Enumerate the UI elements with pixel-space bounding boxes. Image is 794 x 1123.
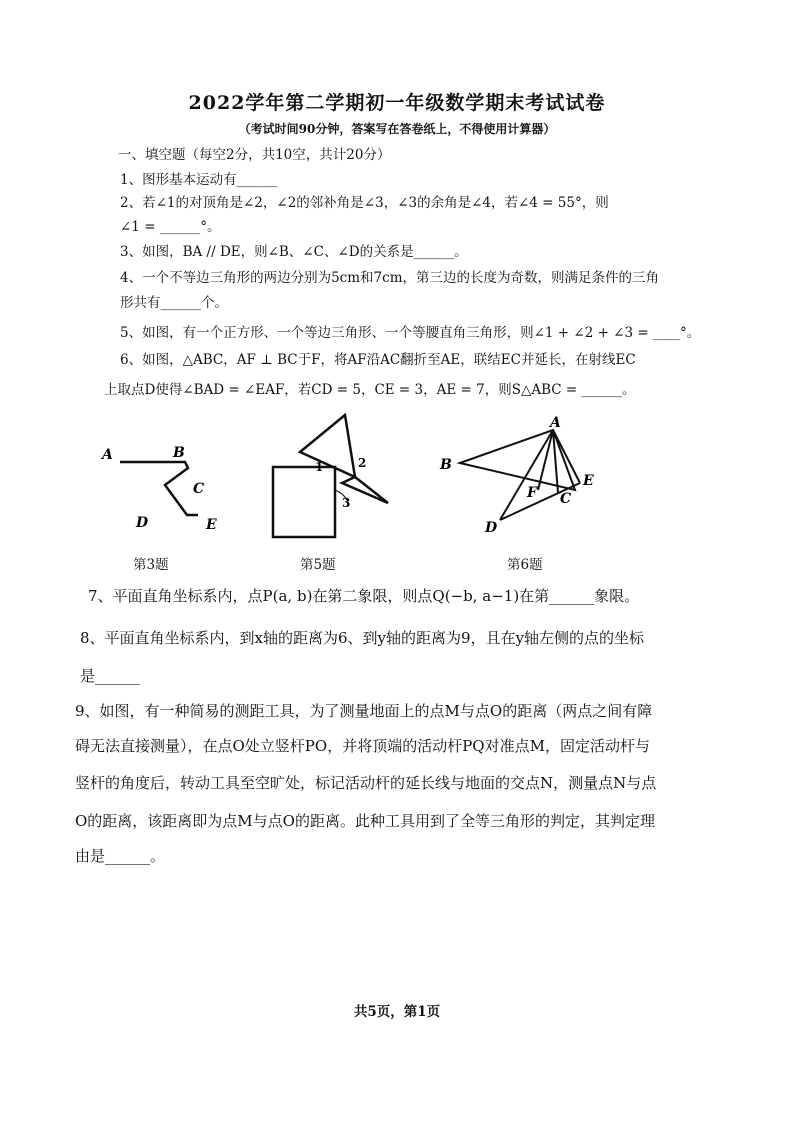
figure-3-caption: 第3题 [133, 557, 169, 573]
question-8-line-2: 是______ [80, 667, 141, 685]
question-9-line-4: O的距离，该距离即为点M与点O的距离。此种工具用到了全等三角形的判定，其判定理 [75, 812, 655, 830]
fig3-label-C: C [193, 481, 205, 497]
fig3-label-B: B [173, 445, 185, 461]
fig6-label-A: A [550, 415, 561, 431]
figures-row [80, 405, 720, 575]
question-5: 5、如图，有一个正方形、一个等边三角形、一个等腰直角三角形，则∠1 + ∠2 + ∠3 = ____°。 [120, 325, 701, 341]
question-6-line-1: 6、如图，△ABC，AF ⊥ BC于F，将AF沿AC翻折至AE，联结EC并延长，在射线EC [120, 352, 636, 368]
fig3-label-D: D [136, 515, 149, 531]
question-7: 7、平面直角坐标系内，点P(a, b)在第二象限，则点Q(−b, a−1)在第______象限。 [88, 587, 640, 605]
fig5-label-1: 1 [315, 460, 324, 474]
question-9-line-3: 竖杆的角度后，转动工具至空旷处，标记活动杆的延长线与地面的交点N，测量点N与点 [75, 774, 657, 792]
fig3-label-A: A [102, 447, 113, 463]
fig3-label-E: E [206, 517, 217, 533]
question-1: 1、图形基本运动有______ [120, 172, 278, 188]
figure-5-caption: 第5题 [300, 557, 336, 573]
figure-6-caption: 第6题 [507, 557, 543, 573]
question-4-line-2: 形共有______个。 [120, 295, 228, 311]
question-9-line-1: 9、如图，有一种简易的测距工具，为了测量地面上的点M与点O的距离（两点之间有障 [75, 702, 653, 720]
figure-3-diagram [120, 462, 198, 515]
question-9-line-5: 由是______。 [75, 847, 166, 865]
question-3: 3、如图，BA // DE，则∠B、∠C、∠D的关系是______。 [120, 244, 468, 260]
question-9-line-2: 碍无法直接测量），在点O处立竖杆PO，并将顶端的活动杆PQ对准点M，固定活动杆与 [75, 737, 650, 755]
question-2-line-1: 2、若∠1的对顶角是∠2，∠2的邻补角是∠3，∠3的余角是∠4，若∠4 = 55°，则 [120, 195, 609, 211]
question-8-line-1: 8、平面直角坐标系内，到x轴的距离为6、到y轴的距离为9，且在y轴左侧的点的坐标 [80, 629, 645, 647]
question-4-line-1: 4、一个不等边三角形的两边分别为5cm和7cm，第三边的长度为奇数，则满足条件的三角 [120, 270, 659, 286]
fig6-label-E: E [583, 473, 594, 489]
question-6-line-2: 上取点D使得∠BAD = ∠EAF，若CD = 5，CE = 3，AE = 7，则S△ABC = ______。 [104, 382, 636, 398]
page-footer: 共5页，第1页 [353, 1004, 441, 1020]
page-title: 2022学年第二学期初一年级数学期末考试试卷 [188, 92, 606, 114]
fig6-label-B: B [440, 457, 452, 473]
question-2-line-2: ∠1 = ______°。 [120, 219, 221, 235]
fig6-label-C: C [560, 491, 572, 507]
fig6-label-F: F [527, 485, 537, 501]
fig5-label-3: 3 [342, 496, 351, 510]
fig6-label-D: D [485, 520, 498, 536]
figures-svg [80, 405, 720, 575]
fig5-label-2: 2 [358, 456, 367, 470]
section-heading: 一、填空题（每空2分，共10空，共计20分） [118, 147, 391, 163]
exam-instructions: （考试时间90分钟，答案写在答卷纸上，不得使用计算器） [238, 122, 556, 136]
figure-5-diagram [273, 415, 388, 537]
